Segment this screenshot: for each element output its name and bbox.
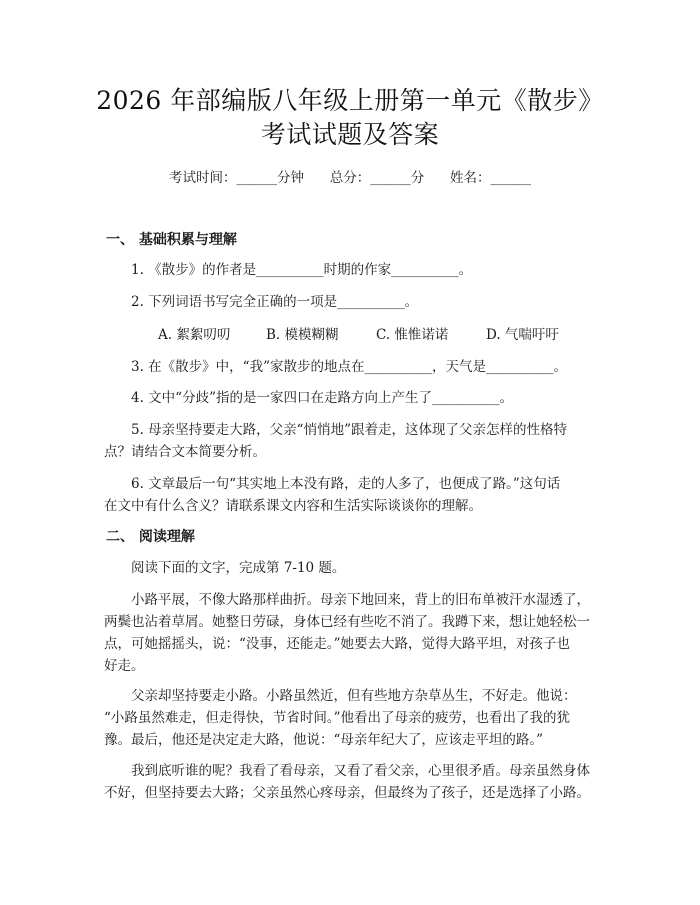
reading-intro: 阅读下面的文字，完成第 7-10 题。 (131, 560, 346, 576)
passage-p3-line-2: 不好，但坚持要去大路；父亲虽然心疼母亲，但最终为了孩子，还是选择了小路。 (104, 785, 590, 801)
passage-p1-line-1: 小路平展，不像大路那样曲折。母亲下地回来，背上的旧布单被汗水湿透了， (131, 592, 590, 608)
passage-p1-line-3: 点，可她摇摇头，说：“没事，还能走。”她要去大路，觉得大路平坦，对孩子也 (104, 636, 571, 652)
choice-c: C. 惟惟诺诺 (376, 327, 449, 343)
section-heading-basics: 一、 基础积累与理解 (106, 232, 237, 248)
passage-p2-line-1: 父亲却坚持要走小路。小路虽然近，但有些地方杂草丛生，不好走。他说： (131, 688, 577, 704)
question-2: 2. 下列词语书写完全正确的一项是__________。 (131, 294, 419, 310)
choice-a: A. 絮絮叨叨 (158, 327, 231, 343)
section-heading-reading: 二、 阅读理解 (106, 529, 195, 545)
passage-p2-line-3: 豫。最后，他还是决定走大路，他说：“母亲年纪大了，应该走平坦的路。” (104, 732, 544, 748)
question-5-line-1: 5. 母亲坚持要走大路，父亲“悄悄地”跟着走，这体现了父亲怎样的性格特 (131, 422, 567, 438)
question-6-line-1: 6. 文章最后一句“其实地上本没有路，走的人多了，也便成了路。”这句话 (131, 476, 561, 492)
choice-d: D. 气喘吁吁 (486, 327, 559, 343)
choice-b: B. 模模糊糊 (266, 327, 339, 343)
question-4: 4. 文中“分歧”指的是一家四口在走路方向上产生了__________。 (131, 390, 513, 406)
question-6-line-2: 在文中有什么含义？请联系课文内容和生活实际谈谈你的理解。 (104, 498, 482, 514)
passage-p2-line-2: “小路虽然难走，但走得快，节省时间。”他看出了母亲的疲劳，也看出了我的犹 (104, 710, 571, 726)
page-title: 2026 年部编版八年级上册第一单元《散步》 (96, 86, 604, 115)
passage-p3-line-1: 我到底听谁的呢？我看了看母亲，又看了看父亲，心里很矛盾。母亲虽然身体 (131, 763, 590, 779)
passage-p1-line-4: 好走。 (104, 658, 145, 674)
page-subtitle: 考试试题及答案 (260, 120, 440, 149)
question-3: 3. 在《散步》中，“我”家散步的地点在__________，天气是__________。 (131, 359, 567, 375)
passage-p1-line-2: 两鬓也沾着草屑。她整日劳碌，身体已经有些吃不消了。我蹲下来，想让她轻松一 (104, 614, 590, 630)
exam-info-line: 考试时间：______分钟 总分：______分 姓名：______ (169, 170, 531, 186)
question-5-line-2: 点？请结合文本简要分析。 (104, 444, 266, 460)
question-1: 1. 《散步》的作者是__________时期的作家__________。 (131, 262, 473, 278)
